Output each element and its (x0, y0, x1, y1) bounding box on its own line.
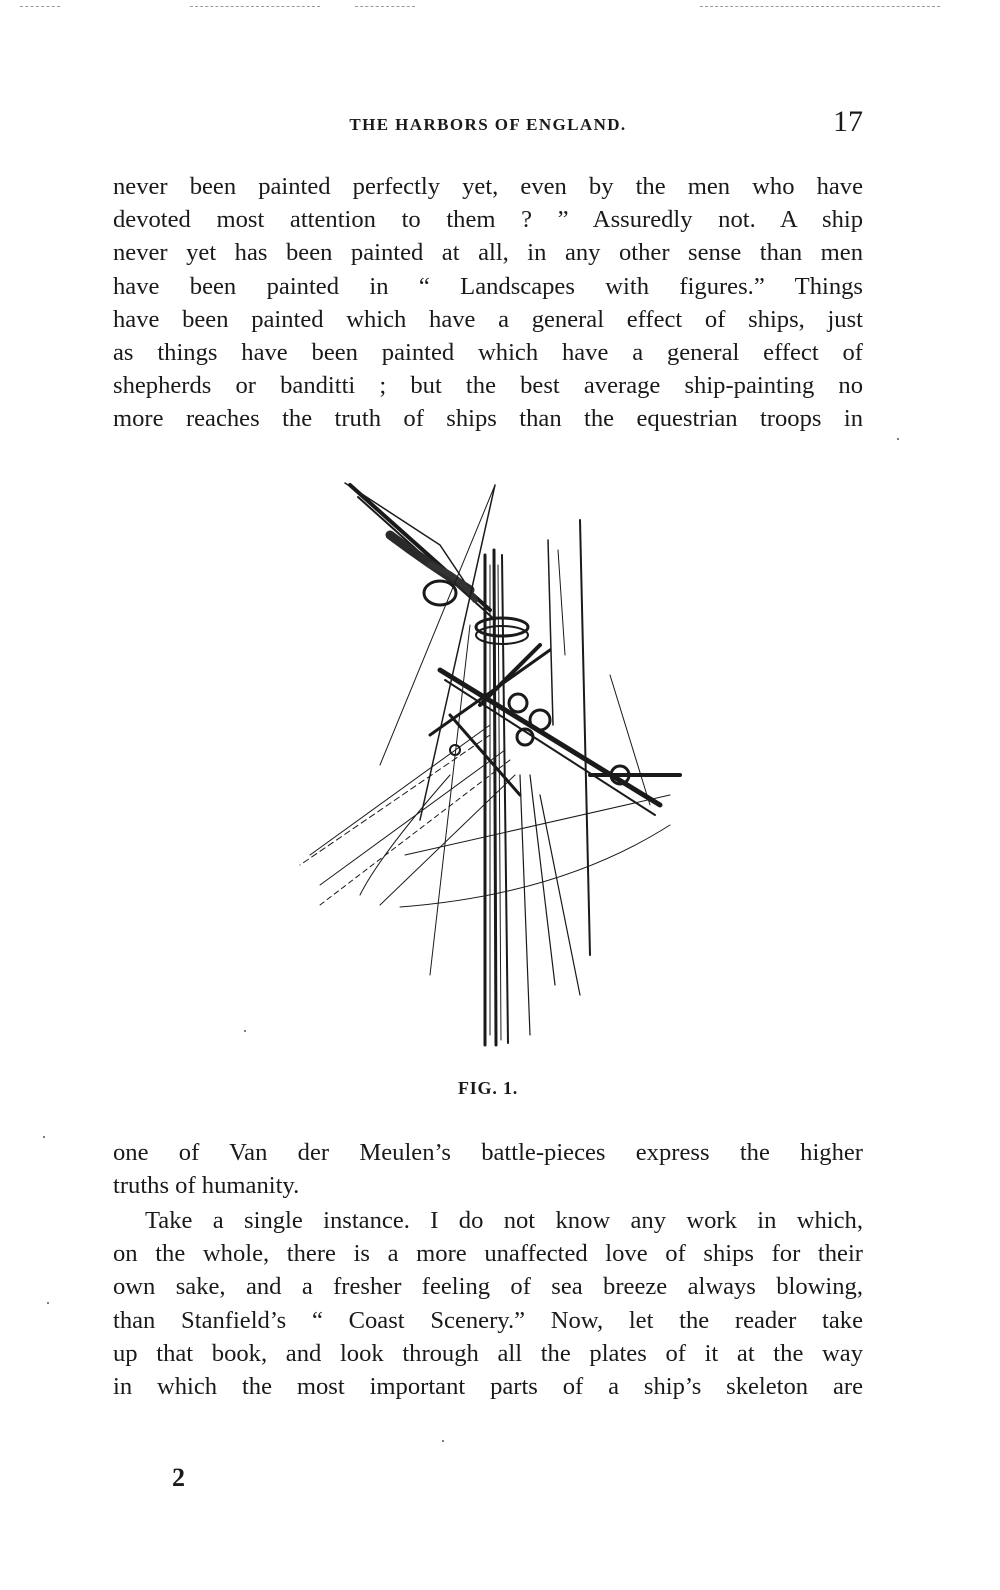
text-line: in which the most important parts of a ship’s skeleton are (113, 1373, 863, 1401)
paragraph-top (113, 170, 863, 436)
text-line: own sake, and a fresher feeling of sea breeze always blowing, (113, 1273, 863, 1301)
running-title: THE HARBORS OF ENGLAND. (349, 115, 627, 134)
text-line: have been painted which have a general effect of ships, just (113, 305, 863, 333)
ship-mast-engraving (290, 475, 700, 1065)
text-line: on the whole, there is a more unaffected love of ships for their (113, 1240, 863, 1268)
scan-speck (43, 1136, 45, 1138)
scan-artifact (700, 6, 940, 7)
paragraph-continued (113, 1136, 863, 1202)
scan-artifact (190, 6, 320, 7)
scan-speck (244, 1030, 246, 1032)
signature-mark: 2 (172, 1463, 185, 1492)
text-line: Take a single instance. I do not know any work in which, (145, 1207, 863, 1234)
text-line: truths of humanity. (113, 1172, 300, 1200)
text-line: never been painted perfectly yet, even by the men who have (113, 173, 863, 200)
scan-speck (442, 1440, 444, 1442)
running-head (113, 105, 863, 145)
scan-speck (47, 1302, 49, 1304)
text-line: up that book, and look through all the plates of it at the way (113, 1339, 863, 1367)
scan-artifact (355, 6, 415, 7)
text-line: as things have been painted which have a general effect of (113, 339, 863, 367)
text-line: devoted most attention to them ? ” Assuredly not. A ship (113, 206, 863, 234)
text-line: have been painted in “ Landscapes with figures.” Things (113, 272, 863, 300)
figure-caption: FIG. 1. (457, 1078, 519, 1098)
text-line: more reaches the truth of ships than the equestrian troops in (113, 405, 863, 433)
page-number: 17 (833, 105, 863, 138)
text-line: shepherds or banditti ; but the best average ship-painting no (113, 372, 863, 400)
text-line: never yet has been painted at all, in any other sense than men (113, 239, 863, 267)
scan-speck (897, 438, 899, 440)
text-line: than Stanfield’s “ Coast Scenery.” Now, let the reader take (113, 1306, 863, 1334)
text-line: one of Van der Meulen’s battle-pieces express the higher (113, 1139, 863, 1166)
paragraph-next (113, 1204, 863, 1403)
scan-artifact (20, 6, 60, 7)
